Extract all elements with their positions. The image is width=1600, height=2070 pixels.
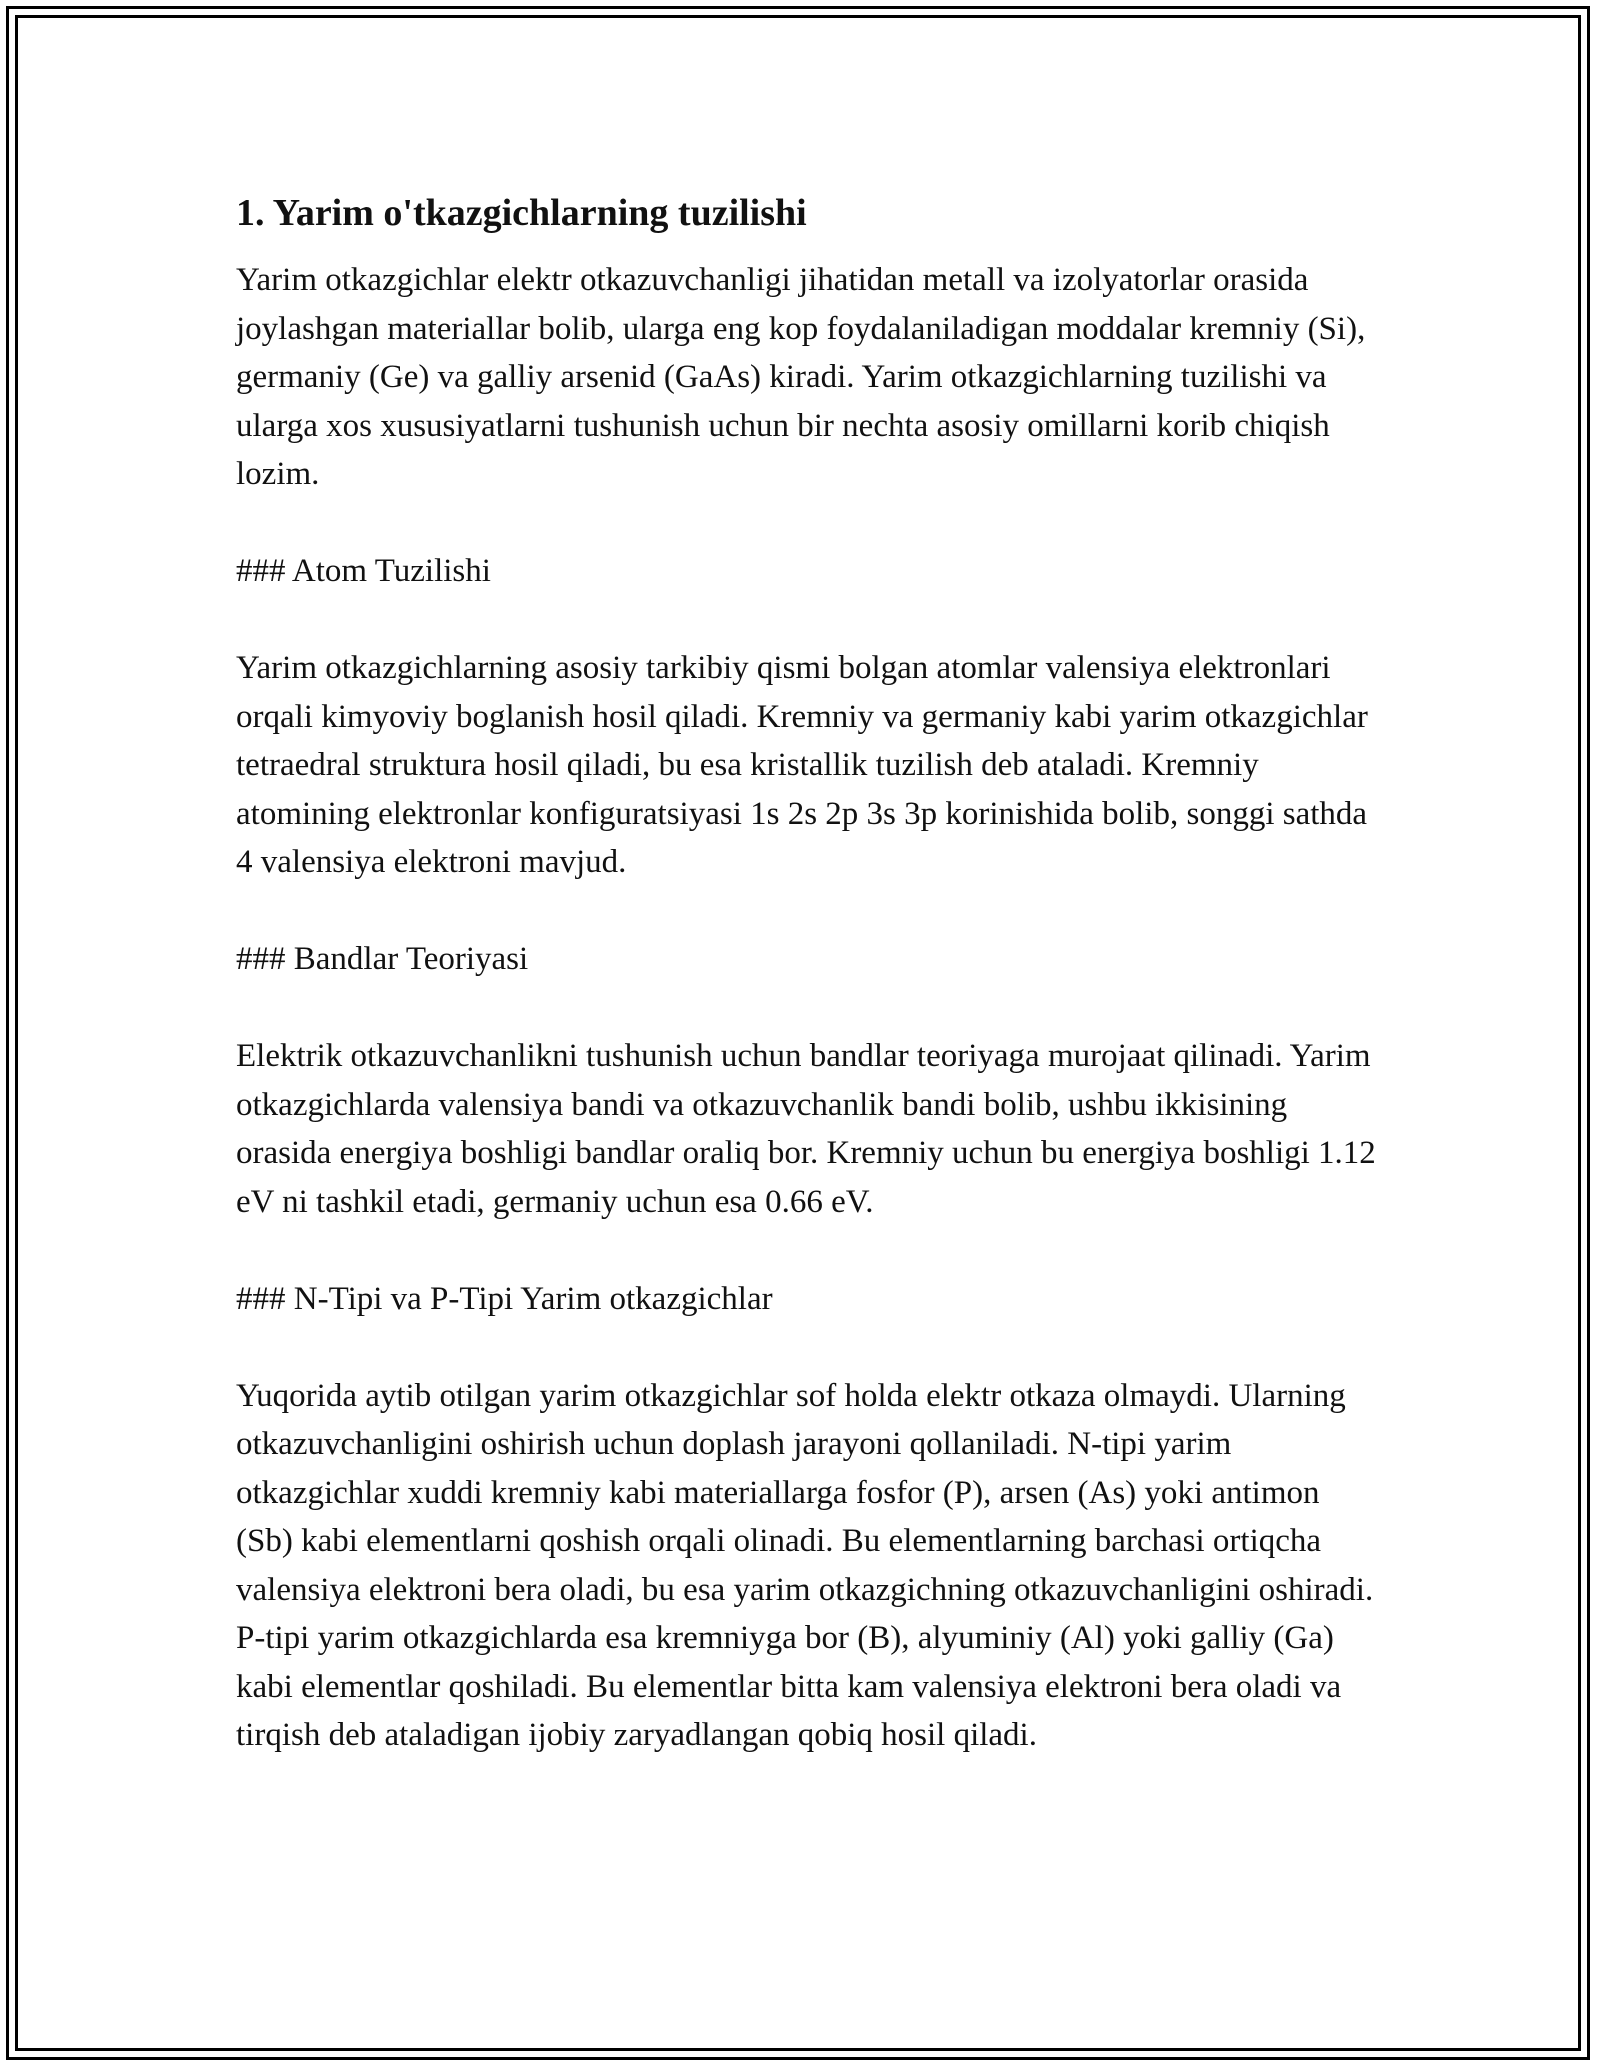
spacer: [236, 596, 1376, 645]
spacer: [236, 887, 1376, 936]
spacer: [236, 984, 1376, 1033]
document-title: 1. Yarim o'tkazgichlarning tuzilishi: [236, 192, 807, 234]
section-body-atom: Yarim otkazgichlarning asosiy tarkibiy qismi bolgan atomlar valensiya elektronlari orqali kimyoviy boglanish hosil qiladi. Kremniy va germaniy kabi yarim otkazgichlar tetraedral struktura hosil qiladi, bu esa kristallik tuzilish deb ataladi. Kremniy atomining elektronlar konfiguratsiyasi 1s 2s 2p 3s 3p korinishida bolib, songgi sathda 4 valensiya elektroni mavjud.: [236, 650, 1368, 880]
section-heading-bands: ### Bandlar Teoriyasi: [236, 941, 529, 977]
intro-paragraph: Yarim otkazgichlar elektr otkazuvchanligi jihatidan metall va izolyatorlar orasida joylashgan materiallar bolib, ularga eng kop foydalaniladigan moddalar kremniy (Si), germaniy (Ge) va galliy arsenid (GaAs) kiradi. Yarim otkazgichlarning tuzilishi va ularga xos xususiyatlarni tushunish uchun bir nechta asosiy omillarni korib chiqish lozim.: [236, 262, 1366, 492]
document-body: [236, 188, 1376, 1760]
section-body-bands: Elektrik otkazuvchanlikni tushunish uchun bandlar teoriyaga murojaat qilinadi. Yarim otkazgichlarda valensiya bandi va otkazuvchanlik bandi bolib, ushbu ikkisining orasida energiya boshligi bandlar oraliq bor. Kremniy uchun bu energiya boshligi 1.12 eV ni tashkil etadi, germaniy uchun esa 0.66 eV.: [236, 1038, 1376, 1220]
spacer: [236, 1323, 1376, 1372]
section-body-np-types: Yuqorida aytib otilgan yarim otkazgichlar sof holda elektr otkaza olmaydi. Ularning otkazuvchanligini oshirish uchun doplash jarayoni qollaniladi. N-tipi yarim otkazgichlar xuddi kremniy kabi materiallarga fosfor (P), arsen (As) yoki antimon (Sb) kabi elementlarni qoshish orqali olinadi. Bu elementlarning barchasi ortiqcha valensiya elektroni bera oladi, bu esa yarim otkazgichning otkazuvchanligini oshiradi. P-tipi yarim otkazgichlarda esa kremniyga bor (B), alyuminiy (Al) yoki galliy (Ga) kabi elementlar qoshiladi. Bu elementlar bitta kam valensiya elektroni bera oladi va tirqish deb ataladigan ijobiy zaryadlangan qobiq hosil qiladi.: [236, 1377, 1374, 1753]
section-heading-atom: ### Atom Tuzilishi: [236, 553, 491, 589]
spacer: [236, 1226, 1376, 1275]
spacer: [236, 499, 1376, 548]
section-heading-np-types: ### N-Tipi va P-Tipi Yarim otkazgichlar: [236, 1280, 773, 1317]
